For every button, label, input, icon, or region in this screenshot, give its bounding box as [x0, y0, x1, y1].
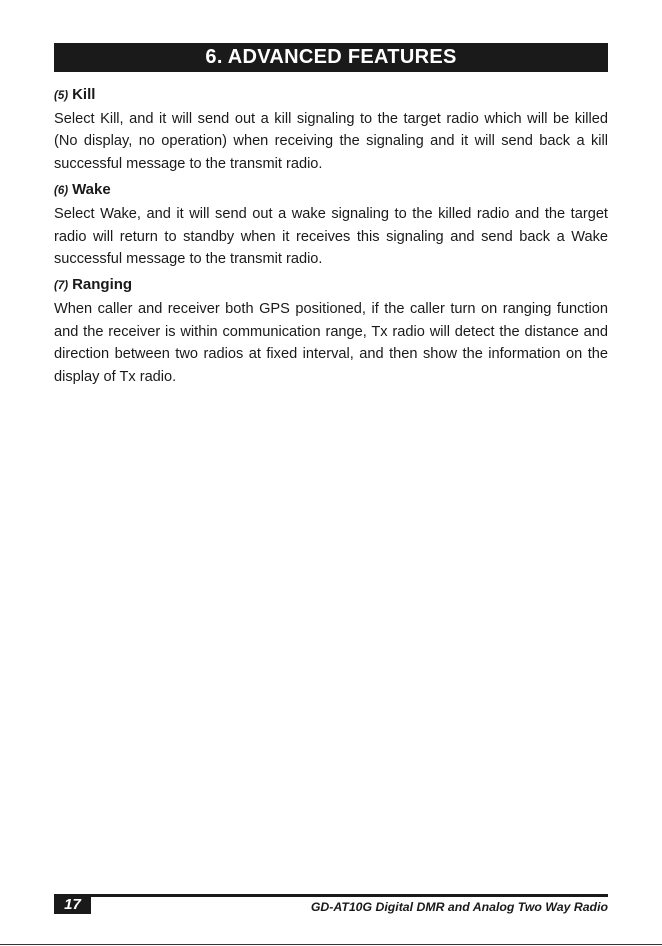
section-number: (7)	[54, 280, 69, 293]
main-content	[54, 84, 608, 392]
page-edge-line	[0, 944, 662, 945]
section-number: (6)	[54, 185, 69, 198]
section-body: When caller and receiver both GPS positioned, if the caller turn on ranging function and the receiver is within communication range, Tx radio will detect the distance and direction between two radios at fixed interval, and then show the information on the display of Tx radio.	[54, 301, 608, 385]
section-heading	[54, 274, 608, 297]
section-number: (5)	[54, 90, 69, 102]
section-heading-text: Wake	[72, 181, 111, 199]
section-kill	[54, 84, 608, 175]
page-title: 6. ADVANCED FEATURES	[54, 43, 608, 72]
footer-document-title: GD-AT10G Digital DMR and Analog Two Way Radio	[310, 900, 608, 914]
footer-divider	[54, 894, 608, 897]
section-ranging	[54, 274, 608, 388]
section-heading	[54, 179, 608, 202]
section-body: Select Wake, and it will send out a wake signaling to the killed radio and the target radio will return to standby when it receives this signaling and send back a Wake successful message to the transmit radio.	[54, 206, 608, 268]
section-heading-text: Kill	[72, 86, 96, 103]
section-body: Select Kill, and it will send out a kill signaling to the target radio which will be killed (No display, no operation) when receiving the signaling and it will send back a kill successful message to the transmit radio.	[54, 111, 608, 172]
section-heading-text: Ranging	[72, 276, 133, 294]
section-heading	[54, 84, 608, 107]
section-wake	[54, 179, 608, 270]
page-number: 17	[54, 896, 91, 914]
